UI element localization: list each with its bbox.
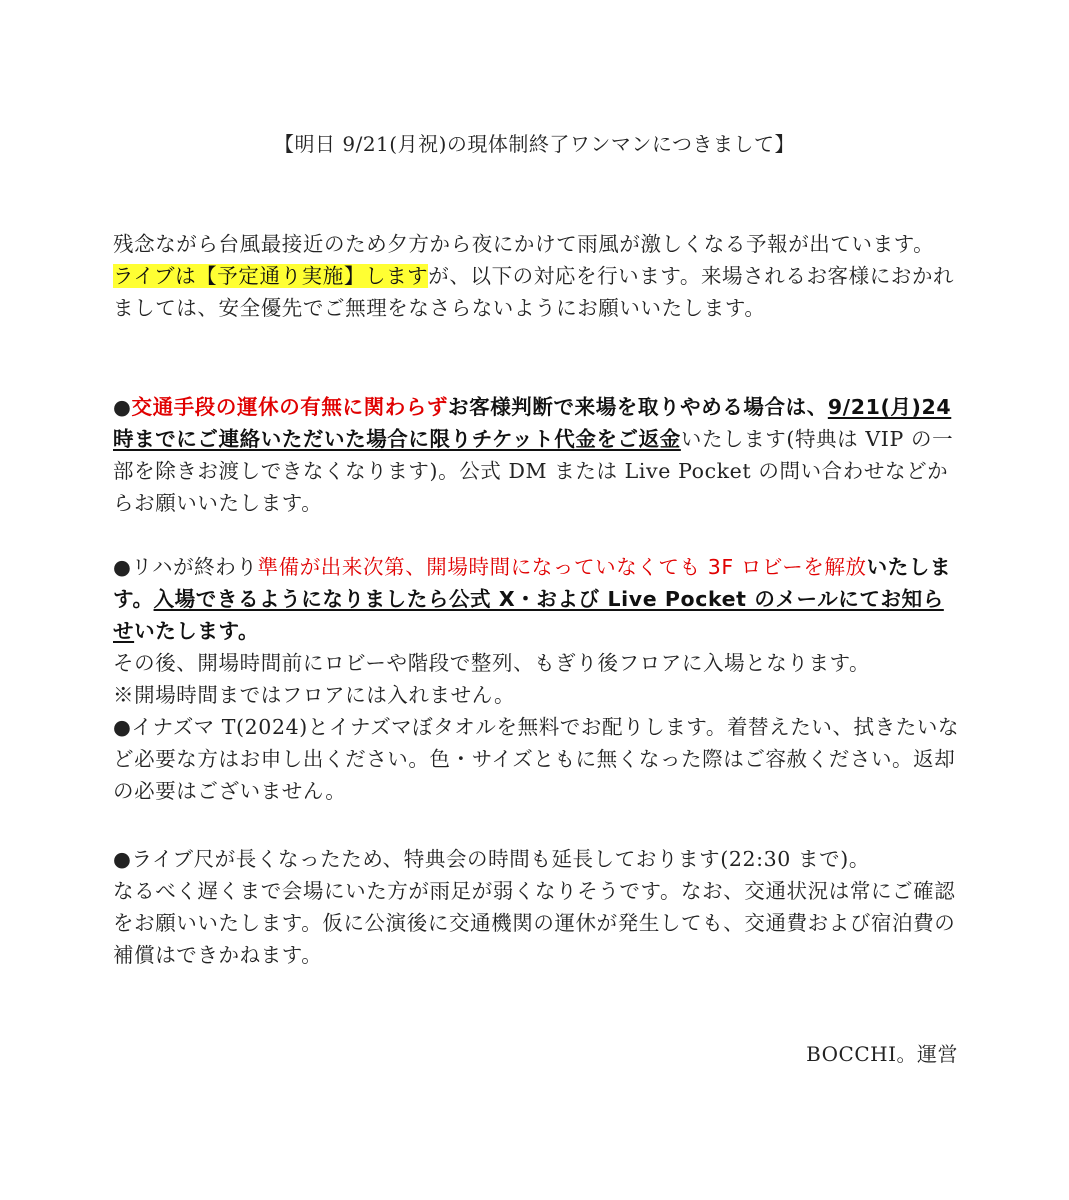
refund-red-text: 交通手段の運休の有無に関わらず	[131, 395, 448, 419]
refund-section	[113, 391, 963, 519]
extension-section	[113, 843, 963, 971]
extension-text-1: ライブ尺が長くなったため、特典会の時間も延長しております(22:30 まで)。	[131, 847, 870, 871]
bullet-icon: ●	[113, 555, 132, 579]
bullet-icon: ●	[113, 847, 132, 871]
refund-rest-text: いたします(特典は VIP の一部を除きお渡しできなくなります)。公式 DM または Live Pocket の問い合わせなどからお願いいたします。	[113, 427, 954, 515]
lobby-bold-text-2: いたします。	[134, 619, 260, 643]
lobby-section	[113, 551, 963, 711]
intro-line-1: 残念ながら台風最接近のため夕方から夜にかけて雨風が激しくなる予報が出ています。	[113, 232, 935, 256]
refund-underlined-text: 9/21(月)24 時までにご連絡いただいた場合に限りチケット代金をご返金	[113, 395, 952, 451]
lobby-underlined-text: 入場できるようになりましたら公式 X・および Live Pocket のメールにてお知らせ	[113, 587, 944, 643]
refund-paragraph	[113, 391, 963, 519]
lobby-bold-text-1: いたします。	[113, 555, 952, 611]
lobby-plain-text: リハが終わり	[131, 555, 258, 579]
signature: BOCCHI。運営	[806, 1042, 958, 1066]
lobby-red-text: 準備が出来次第、開場時間になっていなくても 3F ロビーを解放	[257, 555, 867, 579]
bullet-icon: ●	[113, 395, 132, 419]
towel-section	[113, 711, 963, 807]
lobby-line-4: ※開場時間まではフロアには入れません。	[113, 683, 516, 707]
towel-text: イナズマ T(2024)とイナズマぼタオルを無料でお配りします。着替えたい、拭きたいなど必要な方はお申し出ください。色・サイズともに無くなった際はご容赦ください。返却の必要はございません。	[113, 715, 960, 803]
schedule-highlight: ライブは【予定通り実施】します	[113, 264, 429, 288]
lobby-line-3: その後、開場時間前にロビーや階段で整列、もぎり後フロアに入場となります。	[113, 651, 871, 675]
extension-line-1	[113, 843, 963, 875]
intro-rest: が、以下の対応を行います。来場されるお客様におかれましては、安全優先でご無理をなさらないようにお願いいたします。	[113, 264, 955, 320]
bullet-icon: ●	[113, 715, 132, 739]
notice-title: 【明日 9/21(月祝)の現体制終了ワンマンにつきまして】	[274, 132, 795, 156]
extension-rest: なるべく遅くまで会場にいた方が雨足が弱くなりそうです。なお、交通状況は常にご確認をお願いいたします。仮に公演後に交通機関の運休が発生しても、交通費および宿泊費の補償はできかねます。	[113, 879, 956, 967]
refund-bold-text: お客様判断で来場を取りやめる場合は、	[448, 395, 828, 419]
intro-paragraph	[113, 228, 963, 324]
lobby-paragraph-1	[113, 551, 963, 647]
towel-paragraph	[113, 711, 963, 807]
intro-line-2	[113, 260, 963, 324]
